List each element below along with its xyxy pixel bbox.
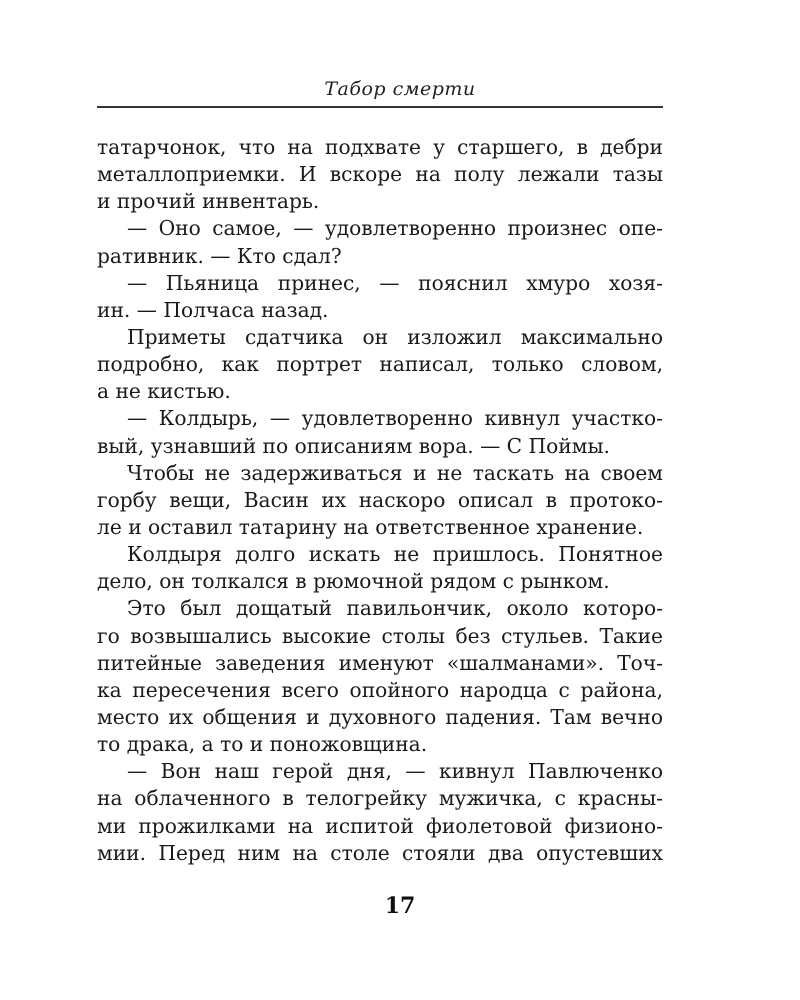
body-text [97, 134, 663, 867]
text-line: ин. — Полчаса назад. [97, 297, 329, 322]
running-head-title: Табор смерти [324, 78, 476, 100]
text-line: мии. Перед ним на столе стояли два опустевших [97, 840, 663, 865]
text-line: — Колдырь, — удовлетворенно кивнул участко- [127, 406, 663, 431]
text-line: го возвышались высокие столы без стульев. Такие [97, 623, 663, 648]
text-line: ка пересечения всего опойного народца с района, [97, 677, 663, 702]
text-line: и прочий инвентарь. [97, 189, 320, 214]
text-line: металлоприемки. И вскоре на полу лежали тазы [97, 162, 663, 187]
text-line: татарчонок, что на подхвате у старшего, в дебри [97, 135, 663, 159]
text-line: Чтобы не задерживаться и не таскать на своем [127, 460, 663, 485]
text-line: питейные заведения именуют «шалманами». Точ- [97, 650, 663, 675]
text-line: подробно, как портрет написал, только словом, [97, 352, 663, 377]
text-line: Это был дощатый павильончик, около которо- [127, 596, 663, 621]
page-number: 17 [384, 893, 416, 919]
header-rule [97, 106, 663, 108]
text-line: ми прожилками на испитой фиолетовой физионо- [97, 813, 663, 838]
text-line: Приметы сдатчика он изложил максимально [127, 324, 663, 349]
text-line: — Пьяница принес, — пояснил хмуро хозя- [127, 270, 663, 295]
text-line: ративник. — Кто сдал? [97, 243, 342, 268]
text-line: а не кистью. [97, 379, 231, 404]
text-line: — Оно самое, — удовлетворенно произнес опе- [127, 216, 663, 241]
text-line: то драка, а то и поножовщина. [97, 732, 428, 757]
text-line: вый, узнавший по описаниям вора. — С Поймы. [97, 433, 610, 458]
text-line: — Вон наш герой дня, — кивнул Павлюченко [127, 759, 663, 784]
text-line: Колдыря долго искать не пришлось. Понятное [127, 542, 663, 567]
text-line: на облаченного в телогрейку мужичка, с красны- [97, 786, 663, 811]
text-line: горбу вещи, Васин их наскоро описал в протоко- [97, 487, 663, 512]
text-line: место их общения и духовного падения. Там вечно [97, 704, 663, 729]
text-line: дело, он толкался в рюмочной рядом с рынком. [97, 569, 610, 594]
text-line: ле и оставил татарину на ответственное хранение. [97, 514, 644, 539]
